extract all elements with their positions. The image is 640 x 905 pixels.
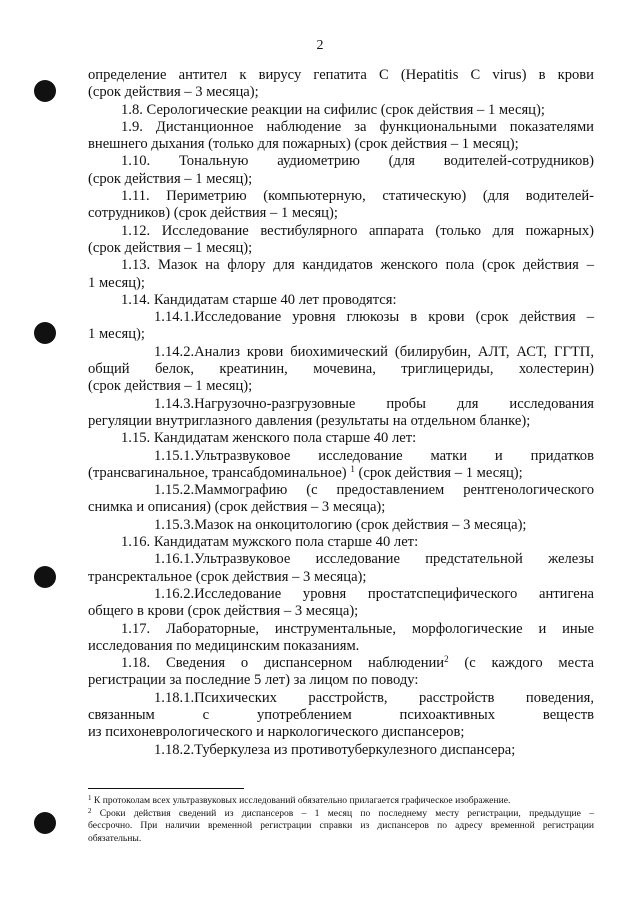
document-body: [88, 67, 594, 759]
text-line: связанным с употреблением психоактивных веществ: [88, 706, 594, 723]
item-text: Ультразвуковое исследование предстательной железы: [194, 551, 594, 568]
list-item-1-18-2: [88, 742, 594, 759]
text-fragment: 1.18. Сведения о диспансерном наблюдении: [121, 655, 445, 672]
text-line: сотрудников) (срок действия – 1 месяц);: [88, 205, 338, 222]
footnote-2: [88, 808, 594, 821]
list-item-1-12: 1.12. Исследование вестибулярного аппарата (только для пожарных): [121, 222, 594, 239]
footnote-text-line: бессрочно. При наличии временной регистрации справки из диспансеров по адресу временной регистрации: [88, 820, 594, 831]
list-item-1-10: 1.10. Тональную аудиометрию (для водителей-сотрудников): [121, 153, 594, 170]
text-line: общий белок, креатинин, мочевина, триглицериды, холестерин): [88, 361, 594, 378]
text-line: регистрации за последние 5 лет) за лицом по поводу:: [88, 672, 419, 689]
item-number: 1.18.1.: [154, 689, 195, 706]
punch-hole: [34, 322, 56, 344]
list-item-1-16-1: [88, 551, 594, 568]
list-item-1-9: 1.9. Дистанционное наблюдение за функциональными показателями: [121, 118, 594, 135]
text-line: общего в крови (срок действия – 3 месяца);: [88, 603, 359, 620]
text-fragment: (срок действия – 1 месяц);: [358, 464, 523, 481]
list-item-1-17: 1.17. Лабораторные, инструментальные, морфологические и иные: [121, 620, 594, 637]
item-text: Нагрузочно-разгрузовные пробы для исследования: [194, 395, 594, 412]
item-text: Ультразвуковое исследование матки и придатков: [194, 447, 594, 464]
item-number: 1.16.1.: [154, 551, 195, 568]
text-line: (срок действия – 1 месяц);: [88, 170, 253, 187]
item-text: Анализ крови биохимический (билирубин, АЛТ, АСТ, ГГТП,: [194, 343, 594, 360]
list-item-1-15-2: [88, 482, 594, 499]
item-number: 1.15.1.: [154, 447, 195, 464]
list-item-1-18: [88, 655, 594, 672]
text-line: регуляции внутриглазного давления (результаты на отдельном бланке);: [88, 412, 531, 429]
list-item-1-18-1: [88, 690, 594, 707]
punch-hole: [34, 566, 56, 588]
item-number: 1.14.2.: [154, 343, 195, 360]
text-line: снимка и описания) (срок действия – 3 месяца);: [88, 499, 386, 516]
list-item-1-15-1: [88, 448, 594, 465]
footnote-divider: [88, 788, 244, 789]
item-number: 1.18.2.: [154, 741, 195, 758]
item-number: 1.14.1.: [154, 309, 195, 326]
footnote-mark: 2: [88, 806, 92, 815]
item-text: Мазок на онкоцитологию (срок действия – 3 месяца);: [194, 516, 527, 533]
list-item-1-15: 1.15. Кандидатам женского пола старше 40 лет:: [121, 430, 417, 447]
footnote-ref: 1: [350, 463, 355, 474]
footnote-ref: 2: [444, 654, 449, 665]
footnote-text: К протоколам всех ультразвуковых исследований обязательно прилагается графическое изображение.: [93, 795, 511, 806]
list-item-1-15-3: [88, 517, 594, 534]
text-line: определение антител к вирусу гепатита C (Hepatitis C virus) в крови: [88, 67, 594, 83]
page-number: 2: [316, 38, 324, 53]
text-line: внешнего дыхания (только для пожарных) (срок действия – 1 месяц);: [88, 136, 519, 153]
footnote-1: [88, 795, 594, 808]
footnote-text-line: обязательны.: [88, 832, 142, 844]
list-item-1-8: 1.8. Серологические реакции на сифилис (срок действия – 1 месяц);: [121, 101, 545, 118]
list-item-1-13: 1.13. Мазок на флору для кандидатов женского пола (срок действия –: [121, 257, 594, 274]
footnote-mark: 1: [88, 794, 92, 802]
item-text: Исследование уровня глюкозы в крови (срок действия –: [194, 309, 594, 326]
item-text: Исследование уровня простатспецифического антигена: [194, 585, 594, 602]
item-text: Туберкулеза из противотуберкулезного диспансера;: [194, 741, 516, 758]
item-number: 1.15.2.: [154, 482, 195, 499]
text-line: 1 месяц);: [88, 326, 145, 343]
footnotes: [88, 795, 594, 845]
list-item-1-14: 1.14. Кандидатам старше 40 лет проводятся:: [121, 291, 397, 308]
list-item-1-16: 1.16. Кандидатам мужского пола старше 40 лет:: [121, 534, 419, 551]
item-text: Психических расстройств, расстройств поведения,: [194, 689, 594, 706]
punch-hole: [34, 812, 56, 834]
text-line: (срок действия – 1 месяц);: [88, 378, 253, 395]
list-item-1-14-2: [88, 344, 594, 361]
item-number: 1.14.3.: [154, 395, 195, 412]
punch-hole: [34, 80, 56, 102]
list-item-1-16-2: [88, 586, 594, 603]
item-number: 1.16.2.: [154, 585, 195, 602]
text-line: из психоневрологического и наркологического диспансеров;: [88, 724, 465, 741]
item-text: Маммографию (с предоставлением рентгенологического: [194, 482, 594, 499]
list-item-1-14-1: [88, 309, 594, 326]
text-line: (срок действия – 1 месяц);: [88, 239, 253, 256]
footnote-text: Сроки действия сведений из диспансеров – 1 месяц по последнему месту регистрации, предыдущие –: [99, 807, 594, 819]
text-line: (срок действия – 3 месяца);: [88, 84, 259, 101]
text-fragment: (с каждого места: [464, 655, 594, 672]
text-line: 1 месяц);: [88, 274, 145, 291]
text-fragment: (трансвагинальное, трансабдоминальное): [88, 464, 347, 481]
list-item-1-14-3: [88, 396, 594, 413]
text-line: [88, 465, 594, 482]
item-number: 1.15.3.: [154, 516, 195, 533]
list-item-1-11: 1.11. Периметрию (компьютерную, статическую) (для водителей-: [121, 188, 594, 205]
text-line: исследования по медицинским показаниям.: [88, 637, 360, 654]
text-line: трансректальное (срок действия – 3 месяца);: [88, 568, 367, 585]
